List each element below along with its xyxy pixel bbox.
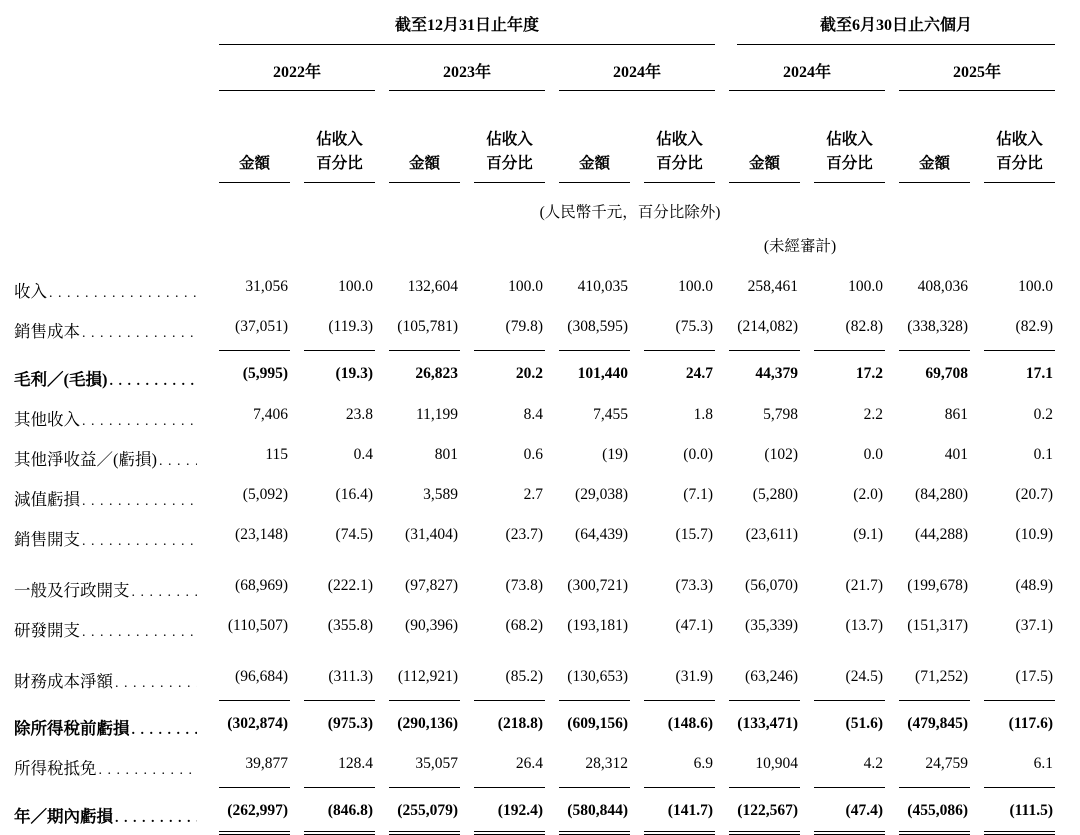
- pct-cell: 1.8: [693, 405, 713, 423]
- amount-cell: (97,827): [405, 576, 458, 594]
- amount-cell: (302,874): [219, 700, 290, 748]
- amount-cell: (122,567): [729, 787, 800, 835]
- pct-label-line2: 百分比: [996, 154, 1043, 172]
- row-label: [14, 350, 205, 398]
- amount-cell: (580,844): [559, 787, 630, 835]
- row-label-text: 一般及行政開支: [14, 580, 130, 600]
- amount-cell: 31,056: [245, 278, 288, 295]
- pct-cell: (0.0): [683, 445, 713, 463]
- header-spacer: [14, 8, 205, 45]
- amount-cell: (63,246): [745, 667, 798, 685]
- amount-cell: 408,036: [917, 278, 968, 295]
- amount-cell: (23,611): [745, 525, 798, 543]
- dot-leader: [132, 719, 198, 739]
- dot-leader: [82, 530, 197, 550]
- pct-cell: (37.1): [1015, 616, 1053, 634]
- pct-cell: 17.2: [814, 350, 885, 398]
- header-spacer: [14, 91, 205, 183]
- pct-cell: (16.4): [335, 485, 373, 503]
- row-label: [14, 700, 205, 748]
- amount-cell: (133,471): [729, 700, 800, 748]
- dot-leader: [82, 322, 197, 342]
- amount-cell: (29,038): [575, 485, 628, 503]
- year-header-2022: 2022年: [219, 59, 375, 91]
- row-label: [14, 310, 205, 350]
- amount-cell: (5,280): [752, 485, 798, 503]
- amount-label: 金額: [238, 154, 270, 172]
- amount-cell: 7,406: [253, 405, 288, 423]
- amount-cell: (455,086): [899, 787, 970, 835]
- pct-cell: (7.1): [683, 485, 713, 503]
- pct-cell: (9.1): [853, 525, 883, 543]
- amount-cell: (102): [764, 445, 798, 463]
- dot-leader: [110, 370, 198, 390]
- pct-cell: (23.7): [505, 525, 543, 543]
- year-header-2023: 2023年: [389, 59, 545, 91]
- pct-cell: (17.5): [1015, 667, 1053, 685]
- table-header: [14, 8, 1080, 262]
- row-label-text: 銷售開支: [14, 529, 80, 549]
- pct-label-line2: 百分比: [486, 154, 533, 172]
- amount-cell: (308,595): [567, 318, 628, 335]
- amount-cell: 28,312: [585, 755, 628, 772]
- dot-leader: [115, 807, 197, 827]
- amount-cell: 132,604: [407, 278, 458, 295]
- row-label-text: 其他淨收益／(虧損): [14, 449, 157, 469]
- amount-label: 金額: [578, 154, 610, 172]
- pct-label-line1: 佔收入: [656, 130, 703, 148]
- pct-cell: (85.2): [505, 667, 543, 685]
- amount-cell: 10,904: [755, 755, 798, 772]
- pct-cell: 4.2: [863, 755, 883, 772]
- amount-label: 金額: [748, 154, 780, 172]
- amount-cell: (71,252): [915, 667, 968, 685]
- header-spacer: [14, 45, 205, 91]
- amount-cell: 258,461: [747, 278, 798, 295]
- dot-leader: [132, 581, 198, 601]
- pct-cell: 100.0: [508, 278, 543, 295]
- row-label-text: 所得稅抵免: [14, 759, 97, 778]
- pct-cell: 100.0: [848, 278, 883, 295]
- pct-cell: (82.8): [845, 318, 883, 335]
- amount-cell: (110,507): [227, 616, 288, 634]
- amount-cell: (96,684): [235, 667, 288, 685]
- amount-cell: 69,708: [899, 350, 970, 398]
- amount-cell: (290,136): [389, 700, 460, 748]
- amount-cell: 861: [944, 405, 968, 423]
- pct-label-line1: 佔收入: [316, 130, 363, 148]
- amount-cell: 410,035: [577, 278, 628, 295]
- amount-cell: (5,995): [219, 350, 290, 398]
- amount-cell: 401: [944, 445, 968, 463]
- pct-cell: 20.2: [474, 350, 545, 398]
- pct-label-line1: 佔收入: [996, 130, 1043, 148]
- amount-cell: 801: [434, 445, 458, 463]
- pct-cell: 26.4: [515, 755, 543, 772]
- amount-cell: (479,845): [899, 700, 970, 748]
- row-label-text: 收入: [14, 282, 47, 301]
- amount-cell: (35,339): [745, 616, 798, 634]
- pct-column-header: [474, 103, 545, 183]
- row-label: [14, 747, 205, 787]
- pct-cell: 0.6: [523, 445, 543, 463]
- amount-cell: (112,921): [397, 667, 458, 685]
- amount-cell: (84,280): [915, 485, 968, 503]
- row-label-text: 財務成本淨額: [14, 671, 113, 691]
- dot-leader: [159, 450, 197, 470]
- amount-cell: (37,051): [235, 318, 288, 335]
- pct-cell: (222.1): [327, 576, 373, 594]
- dot-leader: [82, 490, 197, 510]
- pct-cell: (10.9): [1015, 525, 1053, 543]
- dot-leader: [82, 621, 197, 641]
- pct-cell: (19.3): [304, 350, 375, 398]
- amount-cell: 11,199: [415, 405, 458, 423]
- row-label-text: 除所得稅前虧損: [14, 719, 130, 738]
- row-label: [14, 438, 205, 478]
- dot-leader: [99, 759, 198, 779]
- amount-cell: (31,404): [405, 525, 458, 543]
- amount-cell: (44,288): [915, 525, 968, 543]
- pct-cell: (2.0): [853, 485, 883, 503]
- pct-cell: (141.7): [644, 787, 715, 835]
- row-label: [14, 609, 205, 649]
- row-label: [14, 478, 205, 518]
- amount-cell: (199,678): [907, 576, 968, 594]
- amount-label: 金額: [918, 154, 950, 172]
- amount-cell: 26,823: [389, 350, 460, 398]
- pct-cell: (192.4): [474, 787, 545, 835]
- pct-label-line1: 佔收入: [826, 130, 873, 148]
- row-label: [14, 518, 205, 558]
- unaudited-note: (未經審計): [763, 238, 837, 255]
- pct-cell: (218.8): [474, 700, 545, 748]
- amount-label: 金額: [408, 154, 440, 172]
- pct-label-line2: 百分比: [316, 154, 363, 172]
- dot-leader: [115, 672, 197, 692]
- pct-cell: 100.0: [678, 278, 713, 295]
- amount-column-header: [899, 103, 970, 183]
- amount-cell: 3,589: [423, 485, 458, 503]
- amount-column-header: [389, 103, 460, 183]
- amount-cell: 39,877: [245, 755, 288, 772]
- amount-cell: (130,653): [567, 667, 628, 685]
- amount-cell: (151,317): [907, 616, 968, 634]
- amount-cell: (255,079): [389, 787, 460, 835]
- pct-cell: (15.7): [675, 525, 713, 543]
- table-body: [14, 270, 1080, 835]
- row-label-text: 毛利／(毛損): [14, 369, 108, 389]
- amount-cell: (609,156): [559, 700, 630, 748]
- pct-cell: 17.1: [984, 350, 1055, 398]
- pct-label-line2: 百分比: [826, 154, 873, 172]
- pct-cell: 100.0: [338, 278, 373, 295]
- year-header-2024-interim: 2024年: [729, 59, 885, 91]
- pct-cell: 8.4: [523, 405, 543, 423]
- pct-cell: (117.6): [984, 700, 1055, 748]
- pct-cell: (47.4): [814, 787, 885, 835]
- amount-column-header: [219, 103, 290, 183]
- amount-cell: 101,440: [559, 350, 630, 398]
- pct-cell: (355.8): [327, 616, 373, 634]
- pct-cell: 0.0: [863, 445, 883, 463]
- row-label-text: 研發開支: [14, 620, 80, 640]
- pct-cell: (13.7): [845, 616, 883, 634]
- amount-cell: (105,781): [397, 318, 458, 335]
- pct-cell: (74.5): [335, 525, 373, 543]
- row-label: [14, 270, 205, 310]
- year-header-2024: 2024年: [559, 59, 715, 91]
- row-label-text: 其他收入: [14, 409, 80, 429]
- dot-leader: [49, 282, 197, 302]
- row-label: [14, 649, 205, 700]
- row-label: [14, 787, 205, 835]
- pct-cell: (48.9): [1015, 576, 1053, 594]
- amount-cell: 24,759: [925, 755, 968, 772]
- pct-cell: 6.9: [693, 755, 713, 772]
- pct-cell: (975.3): [304, 700, 375, 748]
- dot-leader: [82, 410, 197, 430]
- pct-cell: (73.3): [675, 576, 713, 594]
- pct-cell: (20.7): [1015, 485, 1053, 503]
- amount-cell: (338,328): [907, 318, 968, 335]
- amount-cell: (90,396): [405, 616, 458, 634]
- amount-cell: (193,181): [567, 616, 628, 634]
- pct-cell: 0.1: [1033, 445, 1053, 463]
- pct-cell: (119.3): [328, 318, 373, 335]
- pct-cell: 2.7: [523, 485, 543, 503]
- row-label: [14, 558, 205, 609]
- units-note: (人民幣千元，百分比除外): [539, 204, 721, 221]
- amount-cell: (262,997): [219, 787, 290, 835]
- pct-cell: 2.2: [863, 405, 883, 423]
- pct-cell: (75.3): [675, 318, 713, 335]
- amount-cell: (300,721): [567, 576, 628, 594]
- pct-cell: (311.3): [328, 667, 373, 685]
- amount-cell: 115: [265, 445, 288, 463]
- row-label-text: 減值虧損: [14, 489, 80, 509]
- amount-cell: 35,057: [415, 755, 458, 772]
- pct-column-header: [644, 103, 715, 183]
- pct-cell: 0.2: [1033, 405, 1053, 423]
- period-group-interim: 截至6月30日止六個月: [737, 8, 1055, 45]
- pct-cell: (31.9): [675, 667, 713, 685]
- pct-column-header: [304, 103, 375, 183]
- year-header-2025-interim: 2025年: [899, 59, 1055, 91]
- pct-cell: (82.9): [1015, 318, 1053, 335]
- row-label-text: 銷售成本: [14, 322, 80, 341]
- pct-cell: 100.0: [1018, 278, 1053, 295]
- amount-cell: (64,439): [575, 525, 628, 543]
- amount-cell: (56,070): [745, 576, 798, 594]
- pct-cell: (24.5): [845, 667, 883, 685]
- amount-cell: 7,455: [593, 405, 628, 423]
- pct-cell: 24.7: [644, 350, 715, 398]
- pct-cell: (148.6): [644, 700, 715, 748]
- pct-cell: (846.8): [304, 787, 375, 835]
- pct-cell: (68.2): [505, 616, 543, 634]
- amount-cell: (19): [602, 445, 628, 463]
- amount-cell: 5,798: [763, 405, 798, 423]
- pct-cell: (21.7): [845, 576, 883, 594]
- amount-cell: (5,092): [242, 485, 288, 503]
- pct-cell: 6.1: [1033, 755, 1053, 772]
- pct-cell: 128.4: [338, 755, 373, 772]
- period-group-annual: 截至12月31日止年度: [219, 8, 715, 45]
- pct-cell: (73.8): [505, 576, 543, 594]
- pct-cell: (111.5): [984, 787, 1055, 835]
- row-label: [14, 398, 205, 438]
- amount-column-header: [559, 103, 630, 183]
- pct-label-line2: 百分比: [656, 154, 703, 172]
- pct-cell: (47.1): [675, 616, 713, 634]
- amount-cell: (214,082): [737, 318, 798, 335]
- pct-column-header: [984, 103, 1055, 183]
- amount-cell: (68,969): [235, 576, 288, 594]
- amount-cell: 44,379: [729, 350, 800, 398]
- pct-label-line1: 佔收入: [486, 130, 533, 148]
- row-label-text: 年／期內虧損: [14, 806, 113, 826]
- pct-column-header: [814, 103, 885, 183]
- amount-column-header: [729, 103, 800, 183]
- amount-cell: (23,148): [235, 525, 288, 543]
- pct-cell: 23.8: [345, 405, 373, 423]
- pct-cell: (79.8): [505, 318, 543, 335]
- pct-cell: (51.6): [814, 700, 885, 748]
- pct-cell: 0.4: [353, 445, 373, 463]
